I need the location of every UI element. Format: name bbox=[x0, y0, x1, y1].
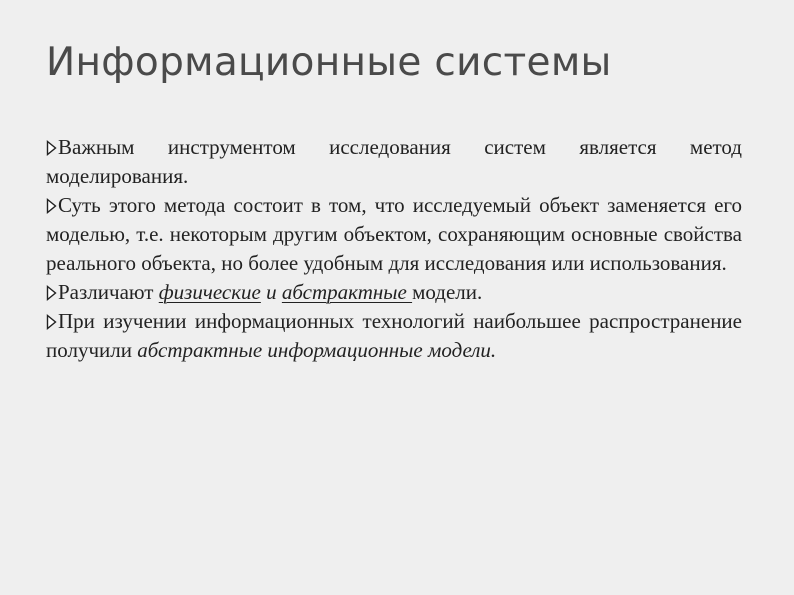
bullet-item-1 bbox=[46, 133, 742, 191]
bullet-item-4-pre: При изучении информационных технологий наибольшее распространение получили bbox=[46, 309, 742, 362]
bullet-item-2 bbox=[46, 191, 742, 278]
term-abstract: абстрактные bbox=[281, 280, 413, 304]
bullet-item-3-and: и bbox=[260, 280, 282, 304]
triangle-right-bullet-icon bbox=[46, 198, 57, 214]
bullet-item-2-text: Суть этого метода состоит в том, что исследуемый объект заменяется его моделью, т.е. некоторым другим объектом, сохраняющим основные свойства реального объекта, но более удобным для исследования или использования. bbox=[46, 193, 742, 275]
term-physical: физические bbox=[158, 280, 261, 304]
bullet-item-3-pre: Различают bbox=[58, 280, 159, 304]
triangle-right-bullet-icon bbox=[46, 140, 57, 156]
triangle-right-bullet-icon bbox=[46, 314, 57, 330]
slide-title: Информационные системы bbox=[46, 40, 612, 85]
slide-body bbox=[46, 133, 742, 365]
bullet-item-1-text: Важным инструментом исследования систем является метод моделирования. bbox=[46, 135, 742, 188]
bullet-item-4 bbox=[46, 307, 742, 365]
triangle-right-bullet-icon bbox=[46, 285, 57, 301]
bullet-item-3 bbox=[46, 278, 742, 307]
term-abstract-information-models: абстрактные информационные модели. bbox=[137, 338, 497, 362]
bullet-item-3-post: модели. bbox=[412, 280, 483, 304]
